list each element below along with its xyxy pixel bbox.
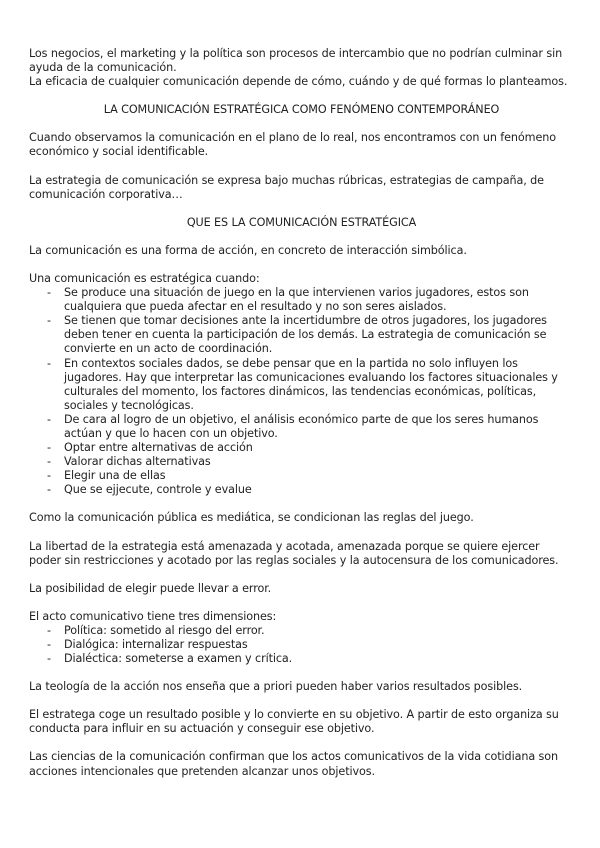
intro-paragraph-2: La eficacia de cualquier comunicación depende de cómo, cuándo y de qué formas lo planteamos. — [29, 75, 568, 89]
list-item: - En contextos sociales dados, se debe pensar que en la partida no solo influyen los jugadores. Hay que interpretar las comunicaciones evaluando los factores situacionales y culturales del momento, los factores dinámicos, las tendencias económicas, políticas, sociales y tecnológicas. — [29, 357, 574, 413]
strategic-conditions-list — [29, 286, 574, 497]
intro-paragraph-1: Los negocios, el marketing y la política son procesos de intercambio que no podrían culminar sin ayuda de la comunicación. — [29, 47, 563, 75]
list-item: - Se produce una situación de juego en la que intervienen varios jugadores, estos son cualquiera que pueda afectar en el resultado y no son seres aislados. — [29, 286, 574, 314]
section-heading-2: QUE ES LA COMUNICACIÓN ESTRATÉGICA — [186, 215, 417, 229]
paragraph-error: La posibilidad de elegir puede llevar a error. — [29, 581, 272, 595]
paragraph-estratega: El estratega coge un resultado posible y lo convierte en su objetivo. A partir de esto organiza su conducta para influir en su actuación y conseguir ese objetivo. — [29, 708, 559, 736]
list-item: - De cara al logro de un objetivo, el análisis económico parte de que los seres humanos actúan y que lo hacen con un objetivo. — [29, 413, 574, 441]
paragraph-ciencias: Las ciencias de la comunicación confirman que los actos comunicativos de la vida cotidiana son acciones intencionales que pretenden alcanzar unos objetivos. — [29, 750, 558, 778]
dimensions-list — [29, 624, 574, 666]
list-item: - Política: sometido al riesgo del error. — [29, 624, 574, 638]
list-item: - Se tienen que tomar decisiones ante la incertidumbre de otros jugadores, los jugadores deben tener en cuenta la participación de los demás. La estrategia de comunicación se convierte en un acto de coordinación. — [29, 314, 574, 356]
list-item: - Valorar dichas alternativas — [29, 455, 574, 469]
list-intro: Una comunicación es estratégica cuando: — [29, 271, 260, 285]
list-item: - Que se ejjecute, controle y evalue — [29, 483, 574, 497]
paragraph-accion: La comunicación es una forma de acción, en concreto de interacción simbólica. — [29, 243, 467, 257]
list-item: - Dialógica: internalizar respuestas — [29, 638, 574, 652]
paragraph-teologia: La teología de la acción nos enseña que a priori pueden haber varios resultados posibles. — [29, 680, 523, 694]
list-item: - Optar entre alternativas de acción — [29, 441, 574, 455]
list-item: - Dialéctica: someterse a examen y crítica. — [29, 652, 574, 666]
document-page — [29, 47, 574, 779]
paragraph-mediatica: Como la comunicación pública es mediática, se condicionan las reglas del juego. — [29, 511, 474, 525]
dimensions-intro: El acto comunicativo tiene tres dimensiones: — [29, 609, 277, 623]
list-item: - Elegir una de ellas — [29, 469, 574, 483]
paragraph-libertad: La libertad de la estrategia está amenazada y acotada, amenazada porque se quiere ejercer poder sin restricciones y acotado por las reglas sociales y la autocensura de los comunicadores. — [29, 539, 559, 567]
section-heading-1: LA COMUNICACIÓN ESTRATÉGICA COMO FENÓMENO CONTEMPORÁNEO — [103, 103, 500, 117]
paragraph-rubricas: La estrategia de comunicación se expresa bajo muchas rúbricas, estrategias de campaña, de comunicación corporativa… — [29, 173, 544, 201]
paragraph-fenomeno: Cuando observamos la comunicación en el plano de lo real, nos encontramos con un fenómeno económico y social identificable. — [29, 131, 556, 159]
